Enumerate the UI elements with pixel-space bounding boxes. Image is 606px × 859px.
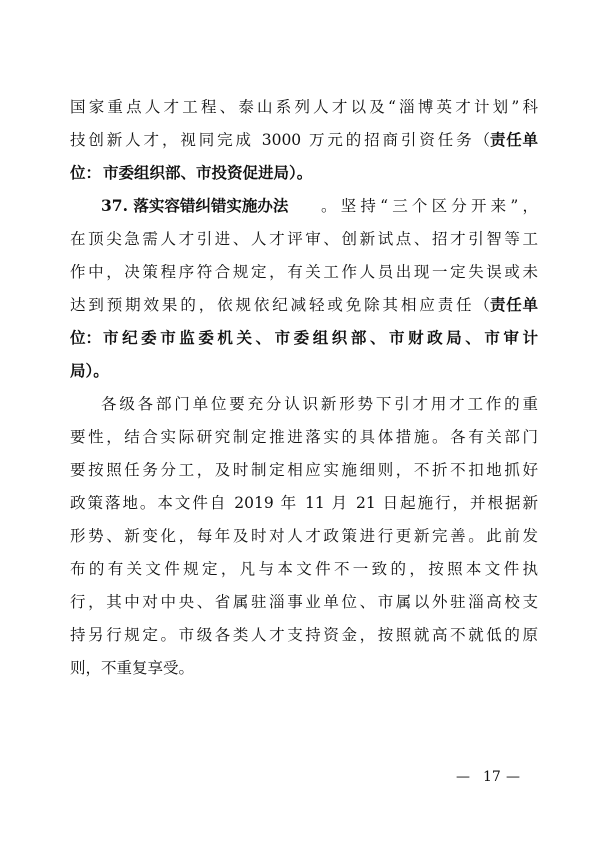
paragraph-text: 持另行规定。市级各类人才支持资金，按照就高不就低的原	[70, 626, 538, 644]
text-line	[0, 295, 606, 315]
text-line	[0, 328, 606, 348]
text-line	[0, 130, 606, 150]
text-line	[0, 460, 606, 480]
responsible-unit-label: 位：	[70, 328, 102, 347]
paragraph-text: 达到预期效果的，依规依纪减轻或免除其相应责任（	[70, 296, 490, 314]
paragraph-text: 作中，决策程序符合规定，有关工作人员出现一定失误或未	[70, 263, 538, 281]
text-line	[0, 229, 606, 249]
paragraph-text: 在顶尖急需人才引进、人才评审、创新试点、招才引智等工	[70, 230, 538, 248]
paragraph-text: 要性，结合实际研究制定推进落实的具体措施。各有关部门	[70, 428, 538, 446]
paragraph-text: 要按照任务分工，及时制定相应实施细则，不折不扣地抓好	[70, 461, 538, 479]
responsible-unit-text: 市纪委市监委机关、市委组织部、市财政局、市审计	[103, 328, 538, 347]
paragraph-text: 政策落地。本文件自 2019 年 11 月 21 日起施行，并根据新	[70, 494, 538, 512]
page-footer	[0, 769, 606, 789]
text-line	[0, 163, 606, 183]
responsible-unit-text: 局）。	[70, 361, 109, 380]
text-line	[0, 361, 606, 381]
text-line	[0, 427, 606, 447]
footer-dash: —	[506, 769, 520, 785]
text-line	[0, 394, 606, 414]
paragraph-text: 。坚持“三个区分开来”，	[321, 197, 538, 215]
text-line	[0, 97, 606, 117]
text-line	[0, 592, 606, 612]
paragraph-text: 技创新人才，视同完成 3000 万元的招商引资任务（	[70, 131, 490, 149]
footer-dash: —	[456, 769, 470, 785]
paragraph-text: 则，不重复享受。	[70, 659, 195, 677]
paragraph-text: 行，其中对中央、省属驻淄事业单位、市属以外驻淄高校支	[70, 593, 538, 611]
paragraph-text: 国家重点人才工程、泰山系列人才以及“淄博英才计划”科	[70, 98, 538, 116]
paragraph-text: 各级各部门单位要充分认识新形势下引才用才工作的重	[101, 395, 538, 413]
responsible-unit-label: 责任单	[490, 295, 538, 314]
text-line	[0, 658, 606, 678]
text-line	[0, 196, 606, 216]
text-line	[0, 493, 606, 513]
text-line	[0, 262, 606, 282]
paragraph-text: 形势、新变化，每年及时对人才政策进行更新完善。此前发	[70, 527, 538, 545]
text-line	[0, 526, 606, 546]
page-number: 17	[483, 769, 501, 785]
responsible-unit-text: 市委组织部、市投资促进局）。	[103, 163, 313, 182]
responsible-unit-label: 责任单	[490, 130, 538, 149]
text-line	[0, 559, 606, 579]
paragraph-text: 布的有关文件规定，凡与本文件不一致的，按照本文件执	[70, 560, 538, 578]
responsible-unit-label: 位：	[70, 163, 102, 182]
item-heading: 37. 落实容错纠错实施办法	[101, 196, 289, 215]
text-line	[0, 625, 606, 645]
